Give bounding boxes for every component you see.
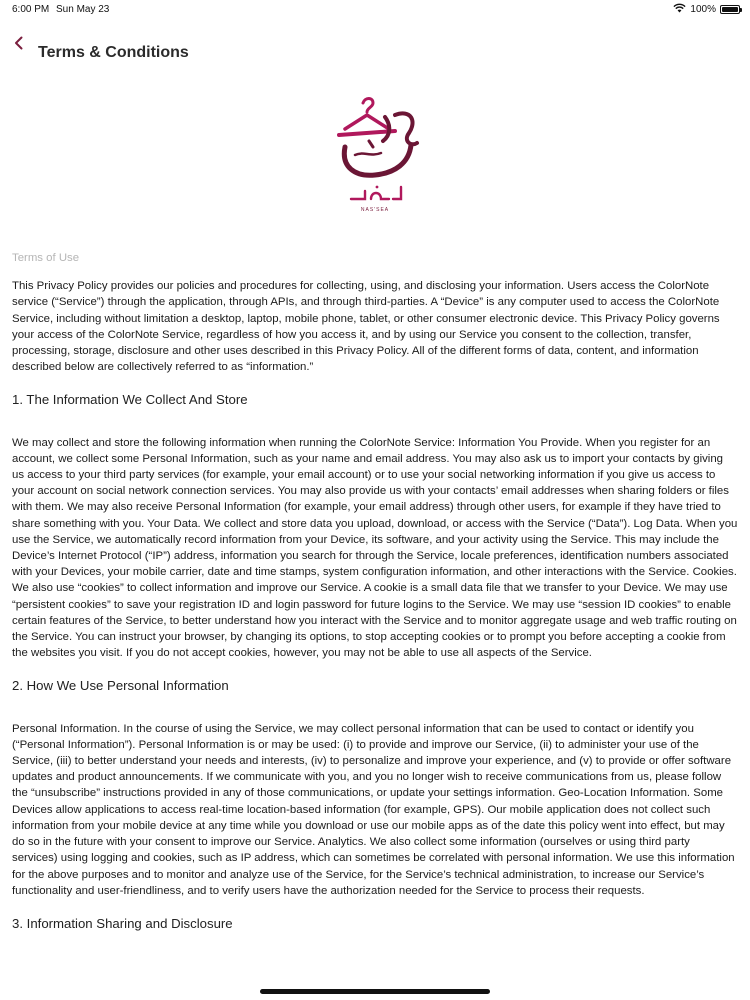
page-title: Terms & Conditions (38, 44, 189, 61)
section-heading: 2. How We Use Personal Information (12, 678, 229, 694)
logo-caption: NAS'SEA (360, 207, 390, 213)
terms-content (12, 250, 738, 932)
section-body: We may collect and store the following information when running the ColorNote Service: Information You Provide. When you register for an account, we collect some Personal Information, such as your name and email address. You may also ask us to import your contacts by giving us access to your third party services (for example, your email account) or to use your social networking information if you give us access to your account on social network connection services. You may also provide us with your contacts’ email addresses when sharing folders or files with them. We may also receive Personal Information (for example, your email address) through other users, for example if they have tried to share something with you. Your Data. We collect and store data you upload, download, or access with the Service (“Data”). Log Data. When you use the Service, we automatically record information from your Device, its software, and your activity using the Service. This may include the Device’s Internet Protocol (“IP”) address, information you search for through the Service, locale preferences, identification numbers associated with your Devices, your mobile carrier, date and time stamps, system configuration information, and other interactions with the Service. Cookies. We also use “cookies” to collect information and improve our Service. A cookie is a small data file that we transfer to your Device. We may use “persistent cookies” to save your registration ID and login password for future logins to the Service. We may use “session ID cookies” to enable certain features of the Service, to better understand how you interact with the Service and to monitor aggregate usage and web traffic routing on the Service. You can instruct your browser, by changing its options, to stop accepting cookies or to prompt you before accepting a cookie from the websites you visit. If you do not accept cookies, however, you may not be able to use all aspects of the Service. (12, 436, 738, 660)
status-right (673, 3, 740, 16)
home-indicator[interactable] (260, 989, 490, 994)
battery-icon (720, 5, 740, 14)
battery-percent: 100% (690, 4, 716, 15)
status-bar (0, 0, 750, 20)
status-date: Sun May 23 (56, 4, 110, 15)
brand-logo (325, 95, 425, 220)
status-time: 6:00 PM (12, 4, 50, 15)
wifi-icon (673, 3, 686, 16)
back-button[interactable] (8, 34, 30, 56)
section-body: Personal Information. In the course of using the Service, we may collect personal information that can be used to contact or identify you (“Personal Information”). Personal Information is or may be used: (i) to provide and improve our Service, (ii) to administer your use of the Service, (iii) to better understand your needs and interests, (iv) to personalize and improve your experience, and (v) to provide or offer software updates and product announcements. If we communicate with you, and you no longer wish to receive communications from us, please follow the “unsubscribe” instructions provided in any of those communications, or update your settings information. Geo-Location Information. Some Devices allow applications to access real-time location-based information (for example, GPS). Our mobile application does not collect such information from your mobile device at any time while you download or use our mobile apps as of the date this policy went into effect, but may do so in the future with your consent to improve our Service. Analytics. We also collect some information (ourselves or using third party services) using logging and cookies, such as IP address, which can sometimes be correlated with personal information. We use this information for the above purposes and to monitor and analyze use of the Service, for the Service’s technical administration, to increase our Service’s functionality and user-friendliness, and to verify users have the authorization needed for the Service to process their requests. (12, 722, 735, 897)
intro-paragraph: This Privacy Policy provides our policies and procedures for collecting, using, and disclosing your information. Users access the ColorNote service (“Service”) through the application, through APIs, and through third-parties. A “Device” is any computer used to access the ColorNote Service, including without limitation a desktop, laptop, mobile phone, tablet, or other consumer electronic device. This Privacy Policy governs your access of the ColorNote Service, regardless of how you access it, and by using our Service you consent to the collection, transfer, processing, storage, disclosure and other uses described in this Privacy Policy. All of the different forms of data, content, and information described below are collectively referred to as “information.” (12, 280, 720, 374)
section-heading: 1. The Information We Collect And Store (12, 392, 248, 408)
chevron-left-icon (13, 36, 25, 55)
section-heading: 3. Information Sharing and Disclosure (12, 915, 233, 931)
terms-subtitle: Terms of Use (12, 252, 80, 264)
header (0, 30, 750, 80)
